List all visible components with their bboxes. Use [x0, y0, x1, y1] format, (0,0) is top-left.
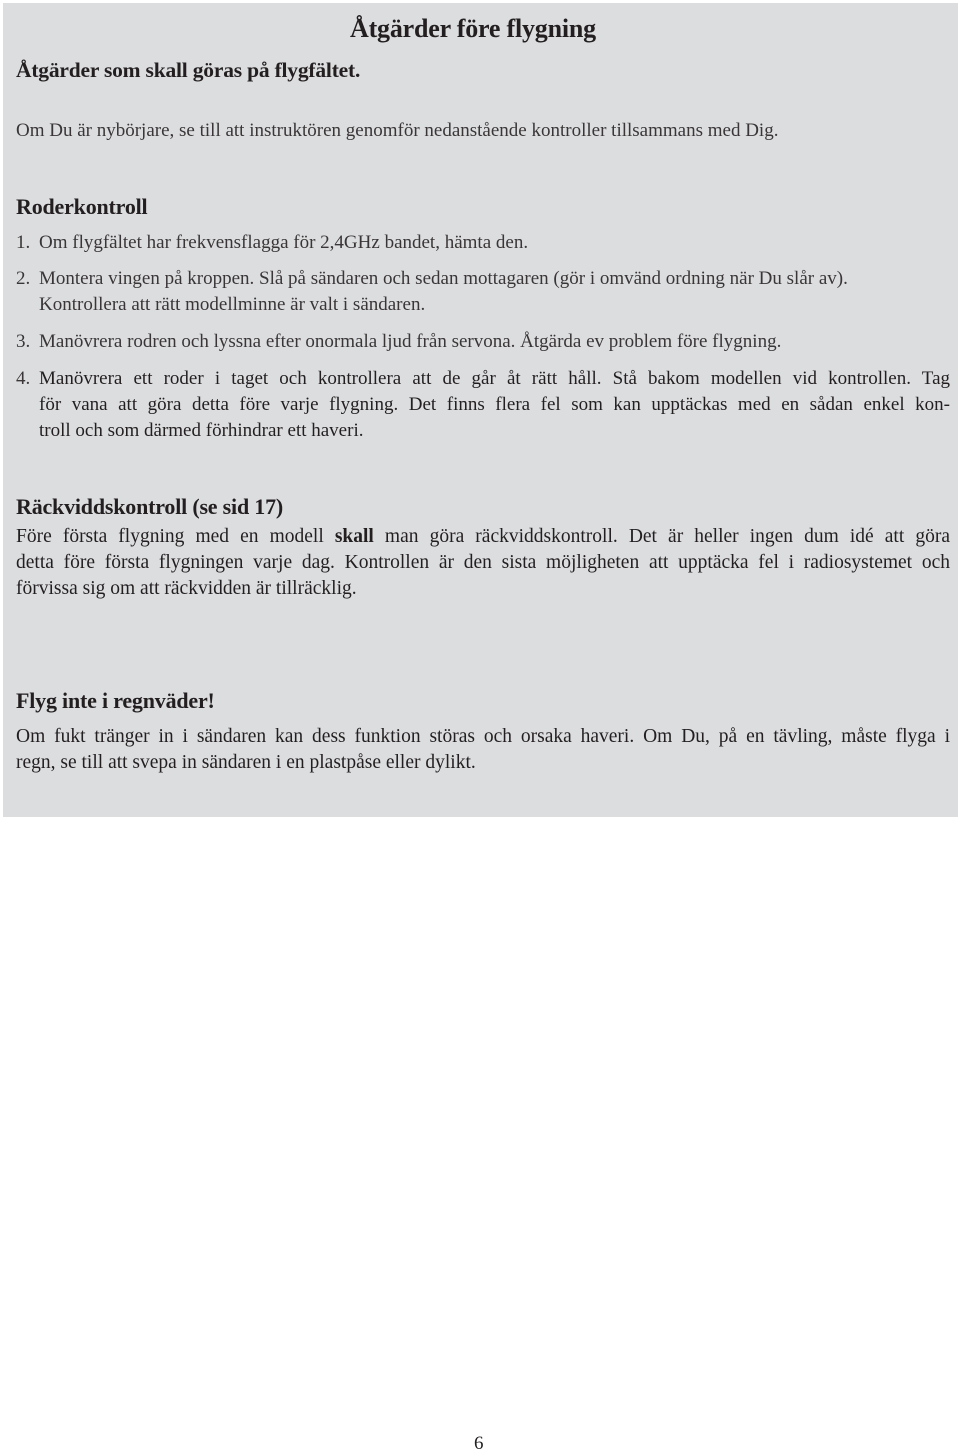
page-number: 6: [474, 1433, 484, 1454]
paragraph-line: regn, se till att svepa in sändaren i en plastpåse eller dylikt.: [16, 752, 476, 773]
list-item-text: Om flygfältet har frekvensflagga för 2,4GHz bandet, hämta den.: [39, 232, 529, 253]
regnvader-heading: Flyg inte i regnväder!: [16, 688, 215, 713]
list-item-text: Manövrera ett roder i taget och kontrollera att de går åt rätt håll. Stå bakom modellen vid kontrollen. Tag: [39, 368, 950, 389]
list-item-text: för vana att göra detta före varje flygning. Det finns flera fel som kan upptäckas med en sådan enkel kon-: [39, 394, 950, 415]
section-subtitle: Åtgärder som skall göras på flygfältet.: [16, 58, 361, 82]
rackviddskontroll-paragraph: [16, 524, 950, 602]
intro-text: Om Du är nybörjare, se till att instruktören genomför nedanstående kontroller tillsammans med Dig.: [16, 120, 779, 141]
list-item-number: 2.: [16, 268, 31, 289]
paragraph-line: Om fukt tränger in i sändaren kan dess funktion störas och orsaka haveri. Om Du, på en tävling, måste flyga i: [16, 726, 950, 747]
rackviddskontroll-heading: Räckviddskontroll (se sid 17): [16, 494, 284, 519]
paragraph-line: förvissa sig om att räckvidden är tillräcklig.: [16, 578, 357, 599]
paragraph-line: detta före första flygningen varje dag. Kontrollen är den sista möjligheten att upptäcka fel i radiosystemet och: [16, 552, 950, 573]
content-panel: [3, 3, 958, 817]
list-item-number: 4.: [16, 368, 31, 389]
page-title: Åtgärder före flygning: [350, 14, 596, 43]
paragraph-text: man göra räckviddskontroll. Det är heller ingen dum idé att göra: [373, 526, 950, 547]
list-item-text: Manövrera rodren och lyssna efter onormala ljud från servona. Åtgärda ev problem före flygning.: [39, 331, 782, 352]
list-item-text: Kontrollera att rätt modellminne är valt i sändaren.: [39, 294, 426, 315]
roderkontroll-heading: Roderkontroll: [16, 194, 148, 219]
list-item-number: 3.: [16, 331, 31, 352]
emphasis-text: skall: [334, 526, 374, 547]
list-item-text: troll och som därmed förhindrar ett haveri.: [39, 420, 364, 441]
paragraph-text: Före första flygning med en modell: [16, 526, 335, 547]
list-item-text: Montera vingen på kroppen. Slå på sändaren och sedan mottagaren (gör i omvänd ordning när Du slår av).: [39, 268, 848, 289]
regnvader-paragraph: [16, 724, 950, 776]
paragraph-line: [16, 524, 950, 550]
list-item-number: 1.: [16, 232, 31, 253]
